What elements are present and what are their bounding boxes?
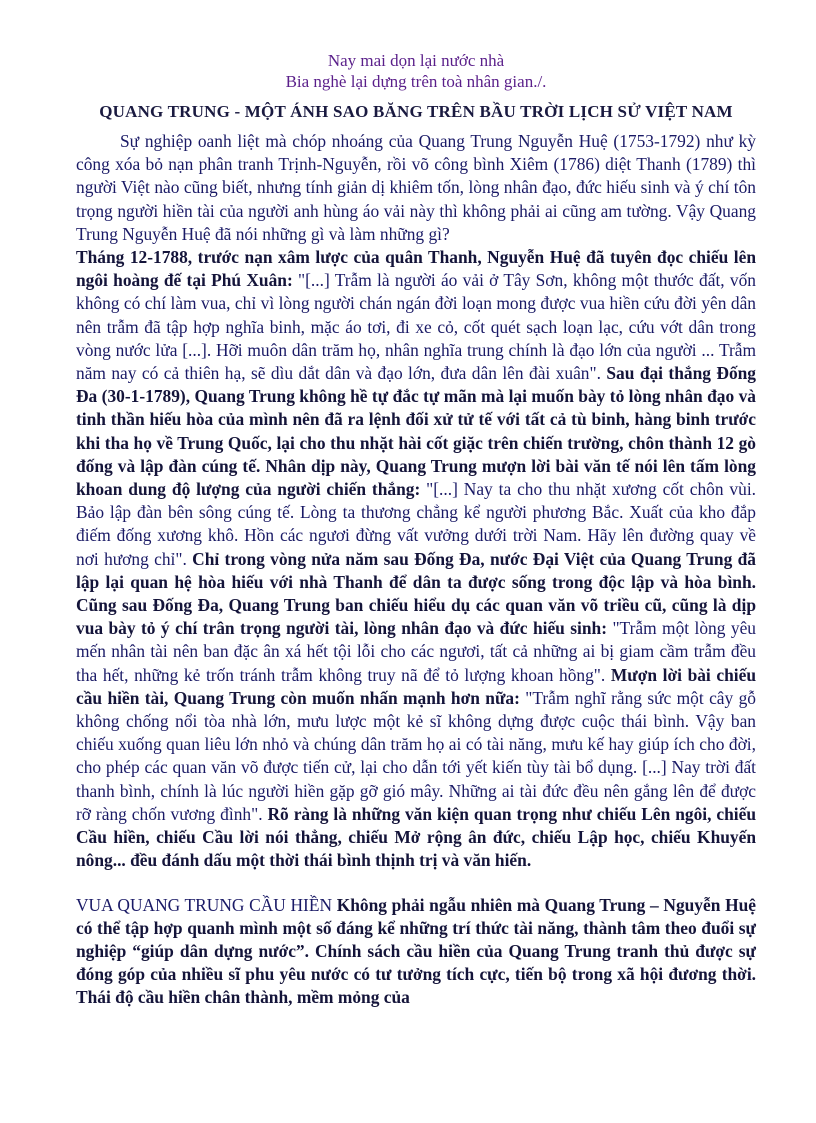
paragraph-1 — [76, 130, 756, 873]
intro-text: Sự nghiệp oanh liệt mà chóp nhoáng của Quang Trung Nguyễn Huệ (1753-1792) như kỳ công xóa bỏ nạn phân tranh Trịnh-Nguyễn, rồi võ công bình Xiêm (1786) diệt Thanh (1789) thì người Việt nào cũng biết, nhưng tính giản dị khiêm tốn, lòng nhân đạo, đức hiếu sinh và ý chí tôn trọng người hiền tài của người anh hùng áo vải này thì không phải ai cũng am tường. Vậy Quang Trung Nguyễn Huệ đã nói những gì và làm những gì? — [76, 131, 756, 244]
poem-line-1: Nay mai dọn lại nước nhà — [327, 51, 505, 70]
quote-3: "Trẫm một lòng yêu mến nhân tài nên ban đặc ân xá hết tội lỗi cho các ngươi, tất cả những ai bị giam cầm trẫm đều tha hết, những kẻ trốn tránh trẫm không truy nã để tỏ lượng khoan hồng". — [76, 618, 756, 685]
quote-2: "[...] Nay ta cho thu nhặt xương cốt chôn vùi. Bảo lập đàn bên sông cúng tế. Lòng ta thương chẳng kể người phương Bắc. Xuất của kho đắp điếm đống xương khô. Hồn các ngươi đừng vất vưởng dưới trời Nam. Hãy lên đường quay về nơi hương chỉ". — [76, 479, 757, 569]
bold-text-5: Rõ ràng là những văn kiện quan trọng như chiếu Lên ngôi, chiếu Cầu hiền, chiếu Cầu lời nói thẳng, chiếu Mở rộng ân đức, chiếu Lập học, chiếu Khuyến nông... đều đánh dấu một thời thái bình thịnh trị và văn hiến. — [76, 803, 756, 871]
bold-text-3: Chỉ trong vòng nửa năm sau Đống Đa, nước Đại Việt của Quang Trung đã lập lại quan hệ hòa hiếu với nhà Thanh để dân ta được sống trong độc lập và hòa bình. Cũng sau Đống Đa, Quang Trung ban chiếu hiểu dụ các quan văn võ triều cũ, cũng là dịp vua bày tỏ ý chí trân trọng người tài, lòng nhân đạo và đức hiếu sinh: — [76, 548, 756, 639]
bold-text-1: Tháng 12-1788, trước nạn xâm lược của quân Thanh, Nguyễn Huệ đã tuyên đọc chiếu lên ngôi hoàng đế tại Phú Xuân: — [76, 247, 756, 291]
article-title: QUANG TRUNG - MỘT ÁNH SAO BĂNG TRÊN BẦU TRỜI LỊCH SỬ VIỆT NAM — [99, 102, 733, 121]
quote-4: "Trẫm nghĩ rằng sức một cây gỗ không chống nổi tòa nhà lớn, mưu lược một kẻ sĩ không dựng được cuộc thái bình. Vậy ban chiếu xuống quan liêu lớn nhỏ và chúng dân trăm họ ai có tài năng, mưu kế hay giúp ích cho đời, cho phép các quan văn võ được tiến cử, lại cho dẫn tới yết kiến tùy tài bổ dụng. [...] Nay trời đất thanh bình, chính là lúc người hiền gặp gỡ gió mây. Những ai tài đức đều nên gắng lên để được rỡ ràng chốn vương đình". — [76, 687, 756, 824]
bold-text-2: Sau đại thắng Đống Đa (30-1-1789), Quang Trung không hề tự đắc tự mãn mà lại muốn bày tỏ lòng nhân đạo và tinh thần hiếu hòa của mình nên đã ra lệnh đối xử tử tế với tất cả tù binh, hàng binh trước khi tha họ về Trung Quốc, lại cho thu nhặt hài cốt giặc trên chiến trường, chôn thành 12 gò đống và lập đàn cúng tế. Nhân dịp này, Quang Trung mượn lời bài văn tế nói lên tấm lòng khoan dung độ lượng của người chiến thắng: — [76, 363, 757, 500]
poem-line-2: Bia nghè lại dựng trên toà nhân gian./. — [285, 72, 547, 91]
quote-1: "[...] Trẫm là người áo vải ở Tây Sơn, không một thước đất, vốn không có chí làm vua, chỉ vì lòng người chán ngán đời loạn mong được vua hiền cứu đời yên dân nên trẫm đã tập hợp nghĩa binh, mặc áo tơi, đi xe cỏ, cốt quét sạch loạn lạc, cứu vớt dân trong vòng nước lửa [...]. Hỡi muôn dân trăm họ, nhân nghĩa trung chính là đạo lớn của người ... Trẫm năm nay có cả thiên hạ, sẽ dìu dắt dân và đạo lớn, đưa dân lên đài xuân". — [76, 270, 756, 384]
bold-text-4: Mượn lời bài chiếu cầu hiền tài, Quang Trung còn muốn nhấn mạnh hơn nữa: — [76, 664, 757, 708]
paragraph-2 — [76, 894, 756, 1010]
document-page — [76, 50, 756, 1010]
section-heading: VUA QUANG TRUNG CẦU HIỀN — [76, 894, 333, 915]
paragraph-2-text: Không phải ngẫu nhiên mà Quang Trung – Nguyễn Huệ có thể tập hợp quanh mình một số đáng kể những trí thức tài năng, thành tâm theo đuổi sự nghiệp “giúp dân dựng nước”. Chính sách cầu hiền của Quang Trung tranh thủ được sự đóng góp của nhiều sĩ phu yêu nước có tư tưởng tích cực, tiến bộ trong xã hội đương thời. Thái độ cầu hiền chân thành, mềm mỏng của — [76, 894, 756, 1008]
